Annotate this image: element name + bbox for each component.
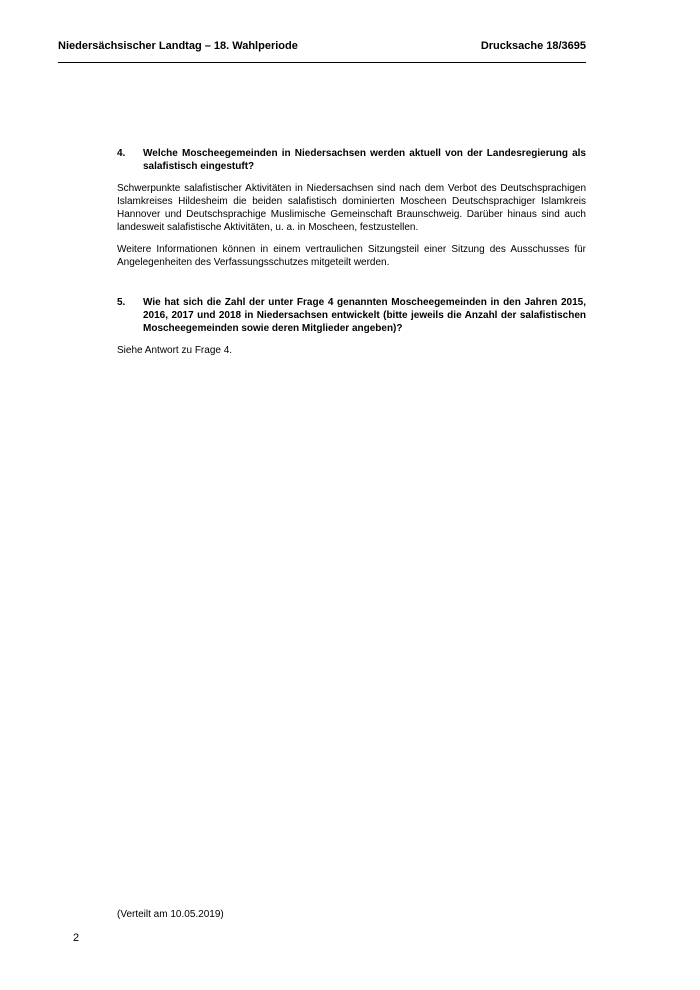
- question-5: [117, 296, 586, 335]
- parliament-title: Niedersächsischer Landtag – 18. Wahlperiode: [58, 40, 298, 52]
- question-text: Wie hat sich die Zahl der unter Frage 4 genannten Moscheegemeinden in den Jahren 2015, 2016, 2017 und 2018 in Niedersachsen entwickelt (bitte jeweils die Anzahl der salafistischen Moscheegemeinden sowie deren Mitglieder angeben)?: [143, 297, 586, 334]
- document-body: [117, 147, 586, 357]
- answer-paragraph: Weitere Informationen können in einem vertraulichen Sitzungsteil einer Sitzung des Ausschusses für Angelegenheiten des Verfassungsschutzes mitgeteilt werden.: [117, 244, 586, 268]
- question-number: 4.: [117, 148, 126, 159]
- question-4: [117, 147, 586, 173]
- page-number: 2: [73, 932, 80, 944]
- page-header: [58, 40, 586, 63]
- answer-paragraph: Schwerpunkte salafistischer Aktivitäten in Niedersachsen sind nach dem Verbot des Deutschsprachigen Islamkreises Hildesheim die beiden salafistisch dominierten Moscheen Deutschsprachiger Islamkreis Hannover und Deutschsprachige Muslimische Gemeinschaft Braunschweig. Darüber hinaus sind auch landesweit salafistische Aktivitäten, u. a. in Moscheen, festzustellen.: [117, 183, 586, 233]
- question-number: 5.: [117, 297, 126, 308]
- document-number: Drucksache 18/3695: [480, 40, 586, 52]
- answer-paragraph: Siehe Antwort zu Frage 4.: [117, 345, 233, 356]
- distribution-date: (Verteilt am 10.05.2019): [117, 909, 224, 920]
- question-text: Welche Moscheegemeinden in Niedersachsen werden aktuell von der Landesregierung als salafistisch eingestuft?: [143, 148, 586, 172]
